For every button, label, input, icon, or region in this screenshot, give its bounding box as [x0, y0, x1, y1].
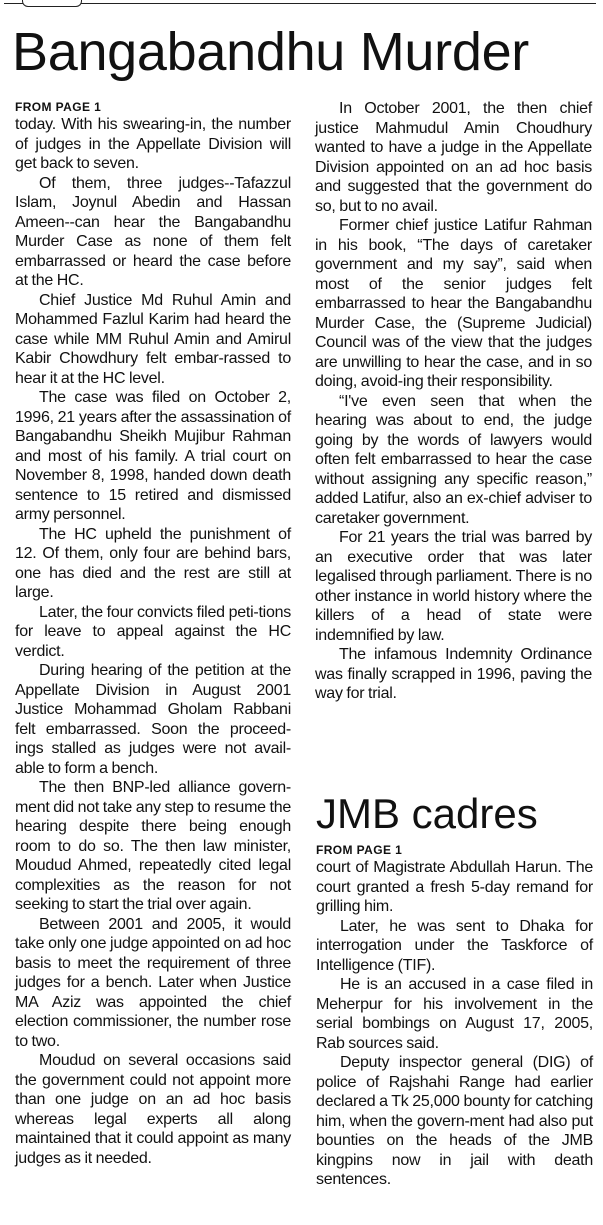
paragraph: Chief Justice Md Ruhul Amin and Mohammed Fazlul Karim had heard the case while MM Ruhul Amin and Amirul Kabir Chowdhury felt embar-rassed to hear it at the HC level. — [15, 291, 291, 387]
article-column-left — [15, 100, 291, 1168]
paragraph: The case was filed on October 2, 1996, 21 years after the assassination of Bangabandhu Sheikh Mujibur Rahman and most of his family. A trial court on November 8, 1998, handed down death sentence to 15 retired and dismissed army personnel. — [15, 389, 291, 523]
paragraph: The then BNP-led alliance govern-ment did not take any step to resume the hearing despite there being enough room to do so. The then law minister, Moudud Ahmed, repeatedly cited legal complexities as the reason for not seeking to start the trial over again. — [15, 779, 291, 913]
second-article-headline: JMB cadres — [316, 790, 538, 837]
paragraph: Of them, three judges--Tafazzul Islam, Joynul Abedin and Hassan Ameen--can hear the Bangabandhu Murder Case as none of them felt embarrassed or heard the case before at the HC. — [15, 174, 291, 289]
second-article-kicker: FROM PAGE 1 — [316, 843, 403, 857]
headline: Bangabandhu Murder — [12, 22, 529, 82]
paragraph: court of Magistrate Abdullah Harun. The court granted a fresh 5-day remand for grilling him. — [316, 859, 593, 915]
paragraph: The infamous Indemnity Ordinance was finally scrapped in 1996, paving the way for trial. — [315, 646, 592, 702]
paragraph: During hearing of the petition at the Appellate Division in August 2001 Justice Mohammad Gholam Rabbani felt embarrassed. Soon the proceed-ings stalled as judges were not avail-able to form a bench. — [15, 662, 291, 777]
paragraph: He is an accused in a case filed in Meherpur for his involvement in the serial bombings on August 17, 2005, Rab sources said. — [316, 976, 593, 1052]
paragraph: In October 2001, the then chief justice Mahmudul Amin Choudhury wanted to have a judge in the Appellate Division appointed on an ad hoc basis and suggested that the government do so, but to no avail. — [315, 100, 592, 215]
paragraph: “I've even seen that when the hearing was about to end, the judge going by the words of lawyers would often felt embarrassed to hear the case without assigning any specific reason,” added Latifur, also an ex-chief adviser to caretaker government. — [315, 392, 592, 527]
top-rule — [4, 3, 596, 4]
page-tab — [22, 0, 82, 7]
paragraph: Moudud on several occasions said the government could not appoint more than one judge on an ad hoc basis whereas legal experts all along maintained that it could appoint as many judges as it needed. — [15, 1052, 291, 1167]
second-article-column — [316, 843, 593, 1190]
paragraph: Former chief justice Latifur Rahman in his book, “The days of caretaker government and my say”, said when most of the senior judges felt embarrassed to hear the Bangabandhu Murder Case, the (Supreme Judicial) Council was of the view that the judges are unwilling to hear the case, and in so doing, avoid-ing their responsibility. — [315, 217, 592, 390]
paragraph: For 21 years the trial was barred by an executive order that was later legalised through parliament. There is no other instance in world history where the killers of a head of state were indemnified by law. — [315, 529, 592, 644]
paragraph: Deputy inspector general (DIG) of police of Rajshahi Range had earlier declared a Tk 25,000 bounty for catching him, when the govern-ment had also put bounties on the heads of the JMB kingpins now in jail with death sentences. — [316, 1054, 593, 1188]
paragraph: The HC upheld the punishment of 12. Of them, only four are behind bars, one has died and the rest are still at large. — [15, 525, 291, 601]
article-column-right — [315, 99, 592, 704]
kicker: FROM PAGE 1 — [15, 100, 102, 114]
paragraph: today. With his swearing-in, the number of judges in the Appellate Division will get back to seven. — [15, 116, 291, 172]
paragraph: Later, the four convicts filed peti-tions for leave to appeal against the HC verdict. — [15, 603, 291, 660]
article-body-right — [315, 99, 592, 704]
second-article-body — [316, 858, 593, 1190]
paragraph: Between 2001 and 2005, it would take only one judge appointed on ad hoc basis to meet the requirement of three judges for a bench. Later when Justice MA Aziz was appointed the chief election commissioner, the number rose to two. — [15, 915, 291, 1050]
paragraph: Later, he was sent to Dhaka for interrogation under the Taskforce of Intelligence (TIF). — [316, 917, 593, 974]
article-body-left — [15, 115, 291, 1168]
